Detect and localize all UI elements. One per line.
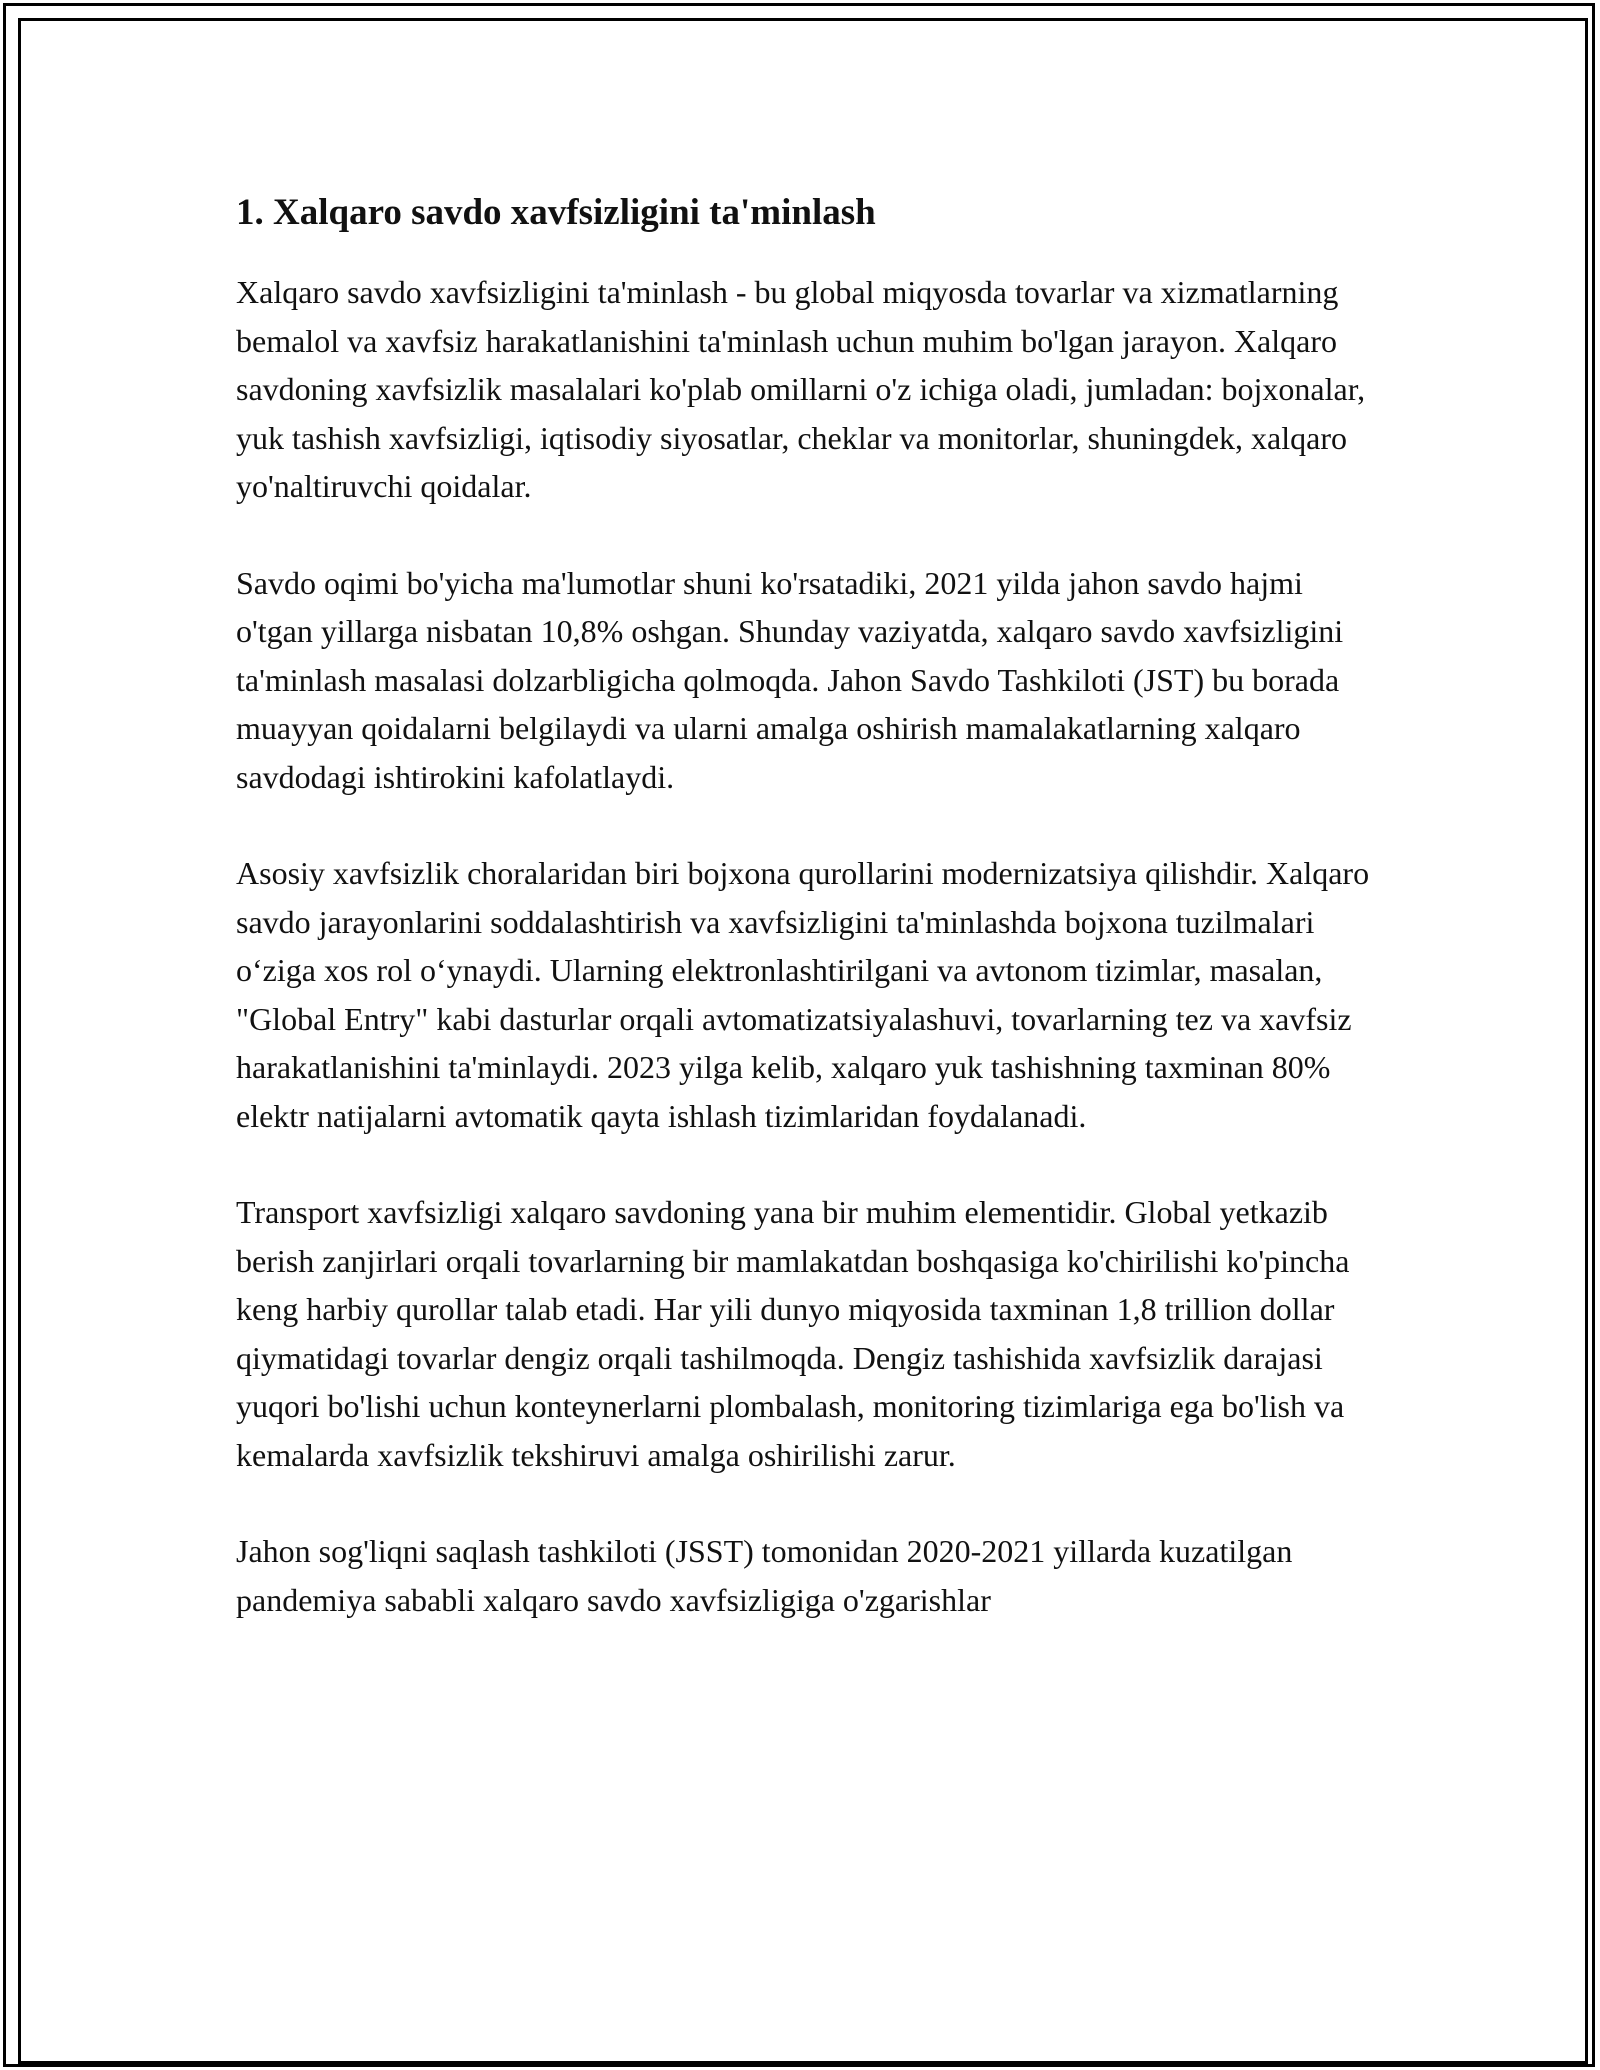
section-heading: 1. Xalqaro savdo xavfsizligini ta'minlash (236, 192, 876, 233)
document-body (236, 188, 1381, 1672)
paragraph-intro: Xalqaro savdo xavfsizligini ta'minlash - bu global miqyosda tovarlar va xizmatlarning bemalol va xavfsiz harakatlanishini ta'minlash uchun muhim bo'lgan jarayon. Xalqaro savdoning xavfsizlik masalalari ko'plab omillarni o'z ichiga oladi, jumladan: bojxonalar, yuk tashish xavfsizligi, iqtisodiy siyosatlar, cheklar va monitorlar, shuningdek, xalqaro yo'naltiruvchi qoidalar. (236, 274, 1366, 504)
paragraph-transport-security: Transport xavfsizligi xalqaro savdoning yana bir muhim elementidir. Global yetkazib berish zanjirlari orqali tovarlarning bir mamlakatdan boshqasiga ko'chirilishi ko'pincha keng harbiy qurollar talab etadi. Har yili dunyo miqyosida taxminan 1,8 trillion dollar qiymatidagi tovarlar dengiz orqali tashilmoqda. Dengiz tashishida xavfsizlik darajasi yuqori bo'lishi uchun konteynerlarni plombalash, monitoring tizimlariga ega bo'lish va kemalarda xavfsizlik tekshiruvi amalga oshirilishi zarur. (236, 1194, 1350, 1473)
paragraph-pandemic: Jahon sog'liqni saqlash tashkiloti (JSST) tomonidan 2020-2021 yillarda kuzatilgan pandemiya sababli xalqaro savdo xavfsizligiga o'zgarishlar (236, 1533, 1293, 1618)
paragraph-trade-statistics: Savdo oqimi bo'yicha ma'lumotlar shuni ko'rsatadiki, 2021 yilda jahon savdo hajmi o'tgan yillarga nisbatan 10,8% oshgan. Shunday vaziyatda, xalqaro savdo xavfsizligini ta'minlash masalasi dolzarbligicha qolmoqda. Jahon Savdo Tashkiloti (JST) bu borada muayyan qoidalarni belgilaydi va ularni amalga oshirish mamalakatlarning xalqaro savdodagi ishtirokini kafolatlaydi. (236, 564, 1344, 795)
paragraph-customs-modernization: Asosiy xavfsizlik choralaridan biri bojxona qurollarini modernizatsiya qilishdir. Xalqaro savdo jarayonlarini soddalashtirish va xavfsizligini ta'minlashda bojxona tuzilmalari o‘ziga xos rol o‘ynaydi. Ularning elektronlashtirilgani va avtonom tizimlar, masalan, "Global Entry" kabi dasturlar orqali avtomatizatsiyalashuvi, tovarlarning tez va xavfsiz harakatlanishini ta'minlaydi. 2023 yilga kelib, xalqaro yuk tashishning taxminan 80% elektr natijalarni avtomatik qayta ishlash tizimlaridan foydalanadi. (236, 855, 1370, 1134)
